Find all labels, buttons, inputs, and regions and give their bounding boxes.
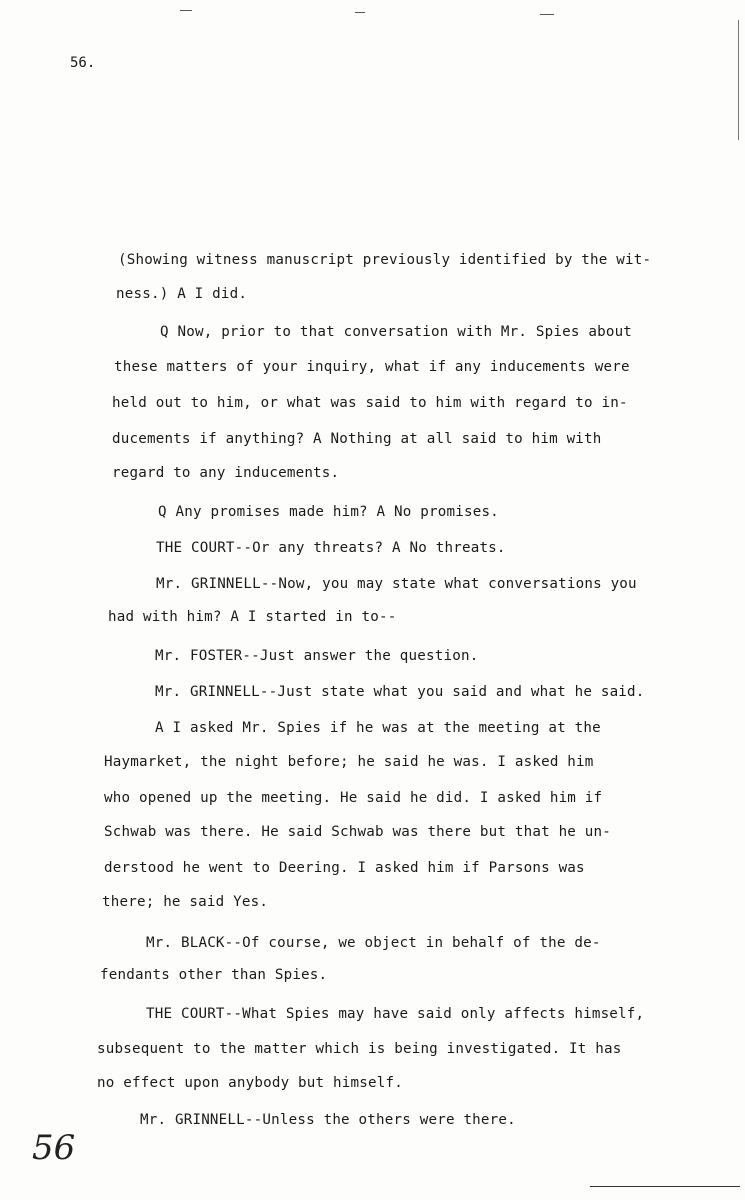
text-line: fendants other than Spies. [100,967,328,983]
text-line: there; he said Yes. [102,894,269,910]
page-number: 56. [70,55,96,71]
scan-mark [540,14,554,15]
text-line: ducements if anything? A Nothing at all said to him with [112,431,602,447]
text-line: THE COURT--What Spies may have said only affects himself, [146,1006,645,1022]
text-line: had with him? A I started in to-- [108,609,397,625]
text-line: Schwab was there. He said Schwab was there but that he un- [104,824,612,840]
text-line: Mr. GRINNELL--Just state what you said and what he said. [155,684,645,700]
text-line: Haymarket, the night before; he said he was. I asked him [104,754,594,770]
text-line: (Showing witness manuscript previously identified by the wit- [118,252,652,268]
text-line: these matters of your inquiry, what if any inducements were [114,359,630,375]
text-line: Mr. FOSTER--Just answer the question. [155,648,479,664]
handwritten-page-number: 56 [32,1128,76,1168]
text-line: Q Any promises made him? A No promises. [158,504,499,520]
text-line: no effect upon anybody but himself. [97,1075,403,1091]
scan-mark [180,10,192,11]
scan-mark [355,12,365,13]
text-line: who opened up the meeting. He said he did. I asked him if [104,790,603,806]
text-line: held out to him, or what was said to him with regard to in- [112,395,628,411]
scan-edge [738,20,739,140]
text-line: regard to any inducements. [112,465,340,481]
text-line: ness.) A I did. [116,286,248,302]
text-line: derstood he went to Deering. I asked him if Parsons was [104,860,585,876]
text-line: Q Now, prior to that conversation with Mr. Spies about [160,324,633,340]
text-line: subsequent to the matter which is being investigated. It has [97,1041,622,1057]
scan-mark [590,1186,740,1187]
text-line: Mr. GRINNELL--Now, you may state what conversations you [156,576,637,592]
text-line: A I asked Mr. Spies if he was at the meeting at the [155,720,601,736]
text-line: THE COURT--Or any threats? A No threats. [156,540,506,556]
text-line: Mr. BLACK--Of course, we object in behalf of the de- [146,935,601,951]
text-line: Mr. GRINNELL--Unless the others were there. [140,1112,516,1128]
